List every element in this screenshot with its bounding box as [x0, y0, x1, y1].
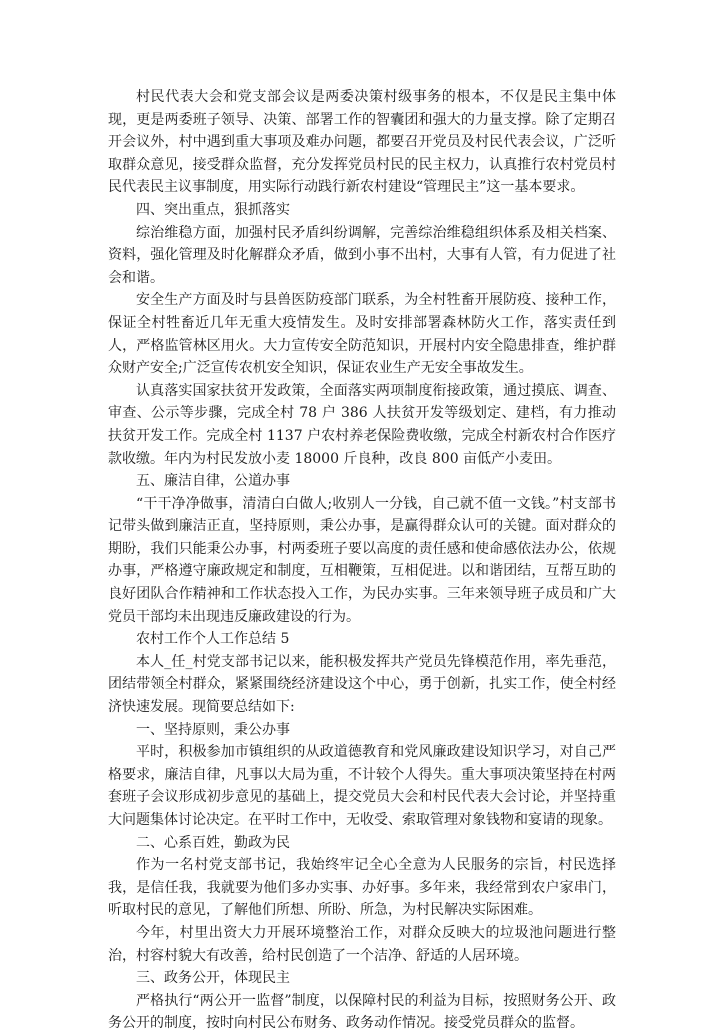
paragraph-integrity: “干干净净做事，清清白白做人;收别人一分钱，自己就不值一文钱。”村支部书记带头做到廉洁正直，坚持原则，秉公办事，是赢得群众认可的关键。面对群众的期盼，我们只能秉公办事，村两委班子要以高度的责任感和使命感依法办公，依规办事，严格遵守廉政规定和制度，互相鞭策，互相促进。以和谐团结，互帮互助的良好团队合作精神和工作状态投入工作，为民办实事。三年来领导班子成员和广大党员干部均未出现违反廉政建设的行为。 — [108, 495, 616, 625]
section-heading-3: 三、政务公开，体现民主 — [136, 970, 290, 987]
section-heading-4: 四、突出重点，狠抓落实 — [136, 201, 290, 218]
paragraph-service: 作为一名村党支部书记，我始终牢记全心全意为人民服务的宗旨，村民选择我，是信任我，我就要为他们多办实事、办好事。多年来，我经常到农户家串门，听取村民的意见，了解他们所想、所盼、所急，为村民解决实际困难。 — [108, 857, 616, 919]
document-body — [108, 86, 616, 1035]
summary-title: 农村工作个人工作总结 5 — [136, 631, 290, 648]
section-heading-2: 二、心系百姓，勤政为民 — [136, 834, 290, 851]
paragraph-democracy: 村民代表大会和党支部会议是两委决策村级事务的根本，不仅是民主集中体现，更是两委班子领导、决策、部署工作的智囊团和强大的力量支撑。除了定期召开会议外，村中遇到重大事项及难办问题，都要召开党员及村民代表会议，广泛听取群众意见，接受群众监督，充分发挥党员村民的民主权力，认真推行农村党员村民代表民主议事制度，用实际行动践行新农村建设“管理民主”这一基本要求。 — [108, 89, 616, 196]
paragraph-principles: 平时，积极参加市镇组织的从政道德教育和党风廉政建设知识学习，对自己严格要求，廉洁自律，凡事以大局为重，不计较个人得失。重大事项决策坚持在村两套班子会议形成初步意见的基础上，提交党员大会和村民代表大会讨论，并坚持重大问题集体讨论决定。在平时工作中，无收受、索取管理对象钱物和宴请的现象。 — [108, 744, 616, 828]
paragraph-environment: 今年，村里出资大力开展环境整治工作，对群众反映大的垃圾池问题进行整治，村容村貌大有改善，给村民创造了一个洁净、舒适的人居环境。 — [108, 924, 616, 964]
paragraph-transparency: 严格执行“两公开一监督”制度，以保障村民的利益为目标，按照财务公开、政务公开的制度，按时向村民公布财务、政务动作情况。接受党员群众的监督。 — [108, 992, 616, 1032]
paragraph-poverty: 认真落实国家扶贫开发政策，全面落实两项制度衔接政策，通过摸底、调查、审查、公示等步骤，完成全村 78 户 386 人扶贫开发等级划定、建档，有力推动扶贫开发工作。完成全村 1137 户农村养老保险费收缴，完成全村新农村合作医疗款收缴。年内为村民发放小麦 18000 斤良种，改良 800 亩低产小麦田。 — [108, 382, 616, 467]
paragraph-intro: 本人_任_村党支部书记以来，能积极发挥共产党员先锋模范作用，率先垂范，团结带领全村群众，紧紧围绕经济建设这个中心，勇于创新，扎实工作，使全村经济快速发展。现简要总结如下: — [108, 653, 616, 716]
section-heading-1: 一、坚持原则，秉公办事 — [136, 721, 290, 738]
paragraph-safety: 安全生产方面及时与县兽医防疫部门联系，为全村牲畜开展防疫、接种工作，保证全村牲畜近几年无重大疫情发生。及时安排部署森林防火工作，落实责任到人，严格监管林区用火。大力宣传安全防范知识，开展村内安全隐患排查，维护群众财产安全;广泛宣传农机安全知识，保证农业生产无安全事故发生。 — [108, 292, 616, 377]
paragraph-stability: 综治维稳方面，加强村民矛盾纠纷调解，完善综治维稳组织体系及相关档案、资料，强化管理及时化解群众矛盾，做到小事不出村，大事有人管，有力促进了社会和谐。 — [108, 224, 616, 286]
section-heading-5: 五、廉洁自律，公道办事 — [136, 473, 290, 490]
